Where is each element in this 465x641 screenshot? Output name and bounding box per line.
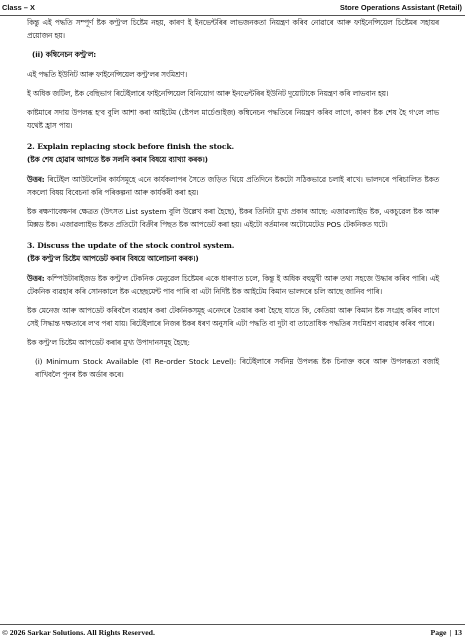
answer-2-text-1: ৰিটেইল আউটলেটৰ কাৰ্যসমূহে এনে কাৰ্যকলাপৰ সৈতে জড়িত থিয়ে প্ৰতিদিনে ষ্টকটো সঠিকভাৱে চলাই ৰাখে। ভালদৰে পৰিচালিত ষ্টকত সকলো বিষয় বিবেচনা কৰি পৰিকল্পনা আৰু কাৰ্যকৰী কৰা হয়। (27, 175, 439, 197)
answer-label: উত্তৰ: (27, 274, 45, 283)
question-3-assamese: (ষ্টক কণ্ট্ৰ'ল চিষ্টেম আপডেট কৰাৰ বিষয়ে আলোচনা কৰক।) (27, 254, 199, 263)
footer-copyright: © 2026 Sarkar Solutions. All Rights Reserved. (2, 628, 155, 637)
header-class-label: Class – X (2, 3, 35, 12)
answer-label: উত্তৰ: (27, 175, 45, 184)
paragraph-combination-complexity: ই অধিক জটিল, ষ্টক বেছিভাগ ৰিটেইলাৰে ফাইনেন্সিয়েল বিনিয়োগ আৰু ইনভেন্টৰিৰ ইউনিট দুয়োটাকে নিয়ন্ত্ৰণ কৰি লাভবান হয়। (27, 89, 389, 98)
question-2-assamese: (ষ্টক শেষ হোৱাৰ আগতে ষ্টক সলনি কৰাৰ বিষয়ে ব্যাখ্যা কৰক।) (27, 155, 208, 164)
page-label: Page (430, 628, 447, 637)
answer-2-paragraph-2: ষ্টক ৰক্ষণাবেক্ষণৰ ক্ষেত্ৰত (উৎসত List system বুলি উল্লেখ কৰা হৈছে), ষ্টকৰ তিনিটা মুখ্য প্ৰকাৰ আছে: এজাৱল্যাইভ ষ্টক, একচুৱেল ষ্টক আৰু মিক্সড ষ্টক। এজাৱল্যাইভ ষ্টকত প্ৰতিটো বিক্ৰীৰ পিছত ষ্টক আপডেট কৰা হয়। এইটো বৰ্তমানৰ অটোমেটেড POS টেকনিকত ঘটে। (27, 207, 439, 229)
question-2-english: 2. Explain replacing stock before finish the stock. (27, 142, 235, 151)
answer-3-paragraph-3: ষ্টক কণ্ট্ৰ'ল চিষ্টেম আপডেট কৰাৰ মুখ্য উপাদানসমূহ হৈছে: (27, 338, 190, 347)
answer-3-paragraph-2: ষ্টক মেনেজ আৰু আপডেট কৰিবলৈ ব্যৱহাৰ কৰা টেকনিকসমূহ এনেদৰে তৈয়াৰ কৰা হৈছে যাতে কি, কেতিয়া আৰু কিমান ষ্টক সংগ্ৰহ কৰিব লাগে সেই সিদ্ধান্ত দক্ষতাৰে ল'ব পৰা যায়। ৰিটেইলাৰে নিজৰ ষ্টকৰ ধৰণ অনুসৰি এটা পদ্ধতি বা দুটা বা তাতোধিক পদ্ধতিৰ সংমিশ্ৰণ ব্যৱহাৰ কৰিব পাৰে। (27, 306, 439, 328)
header-course-title: Store Operations Assistant (Retail) (339, 3, 462, 12)
footer-page-number (430, 628, 462, 637)
answer-3-list-item-1: (i) Minimum Stock Available (বা Re-order Stock Level): ৰিটেইলাৰে সৰ্বনিম্ন উপলব্ধ ষ্টক চিনাক্ত কৰে আৰু উপলব্ধতা বজাই ৰাখিবলৈ পুনৰ ষ্টক অৰ্ডাৰ কৰে। (35, 357, 439, 379)
subheading-combination-control: (ii) কম্বিনেচন কণ্ট্ৰ'ল: (32, 50, 97, 59)
answer-2-paragraph-1 (27, 173, 439, 199)
answer-3-paragraph-1 (27, 272, 439, 298)
answer-3-text-1: কম্পিউটাৰাইজড ষ্টক কণ্ট্ৰ'ল টেকনিক মেনুৱেল চিষ্টেমৰ একে ধাৰণাত চলে, কিন্তু ই অধিক বহুমুখী আৰু তথ্য সহজে উদ্ধাৰ কৰিব পাৰি। এই টেকনিক ব্যৱহাৰ কৰি সোনকালে ষ্টক এছেছমেন্ট পাব পাৰি বা এটা নিৰ্দিষ্ট ষ্টক আইটেম কিমান ভালদৰে চলি আছে জানিব পাৰি। (27, 274, 439, 296)
page-header (0, 0, 465, 16)
paragraph-unit-control-limitation: কিন্তু এই পদ্ধতি সম্পূৰ্ণ ষ্টক কণ্ট্ৰ'ল চিষ্টেম নহয়, কাৰণ ই ইনভেন্টৰিৰ লাভজনকতা নিয়ন্ত্ৰণ কৰিব নোৱাৰে আৰু ফাইনেন্সিয়েল চিষ্টেমৰ সহায়ৰ প্ৰয়োজন হয়। (27, 18, 439, 40)
page-footer (0, 624, 465, 641)
page-separator: | (449, 628, 452, 637)
page-number: 13 (454, 628, 462, 637)
question-3-english: 3. Discuss the update of the stock control system. (27, 241, 235, 250)
page-body (27, 16, 439, 387)
paragraph-staple-merchandise: কাষ্টমাৰে সদায় উপলব্ধ হ'ব বুলি আশা কৰা আইটেম (ষ্টেপল মাৰ্চেণ্ডাইজ) কম্বিনেচন পদ্ধতিৰে নিয়ন্ত্ৰণ কৰিব লাগে, কাৰণ ষ্টক শেষ হৈ গ'লে লাভ যথেষ্ট হ্ৰাস পায়। (27, 108, 439, 130)
paragraph-combination-definition: এই পদ্ধতি ইউনিট আৰু ফাইনেন্সিয়েল কণ্ট্ৰ'লৰ সংমিশ্ৰণ। (27, 70, 187, 79)
